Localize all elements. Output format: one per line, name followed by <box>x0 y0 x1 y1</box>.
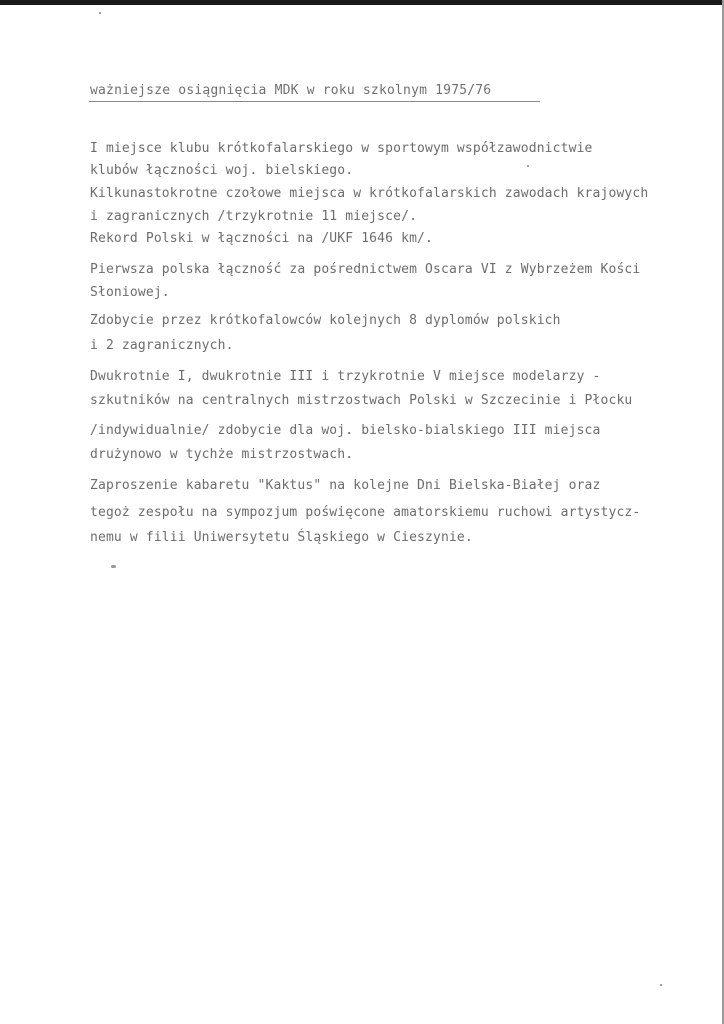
ink-speck <box>527 165 529 167</box>
text-line: klubów łączności woj. bielskiego. <box>90 163 354 178</box>
text-line: Rekord Polski w łączności na /UKF 1646 km/. <box>90 231 433 246</box>
text-line: nemu w filii Uniwersytetu Śląskiego w Cieszynie. <box>90 530 473 545</box>
text-line: drużynowo w tychże mistrzostwach. <box>90 447 354 462</box>
text-line: Kilkunastokrotne czołowe miejsca w krótkofalarskich zawodach krajowych <box>90 186 649 201</box>
text-line: I miejsce klubu krótkofalarskiego w sportowym współzawodnictwie <box>90 141 593 156</box>
text-line: szkutników na centralnych mistrzostwach Polski w Szczecinie i Płocku <box>90 393 633 408</box>
text-line: tegoż zespołu na sympozjum poświęcone amatorskiemu ruchowi artystycz- <box>90 505 641 520</box>
text-line: /indywidualnie/ zdobycie dla woj. bielsko-bialskiego III miejsca <box>90 423 601 438</box>
text-line: Zaproszenie kabaretu "Kaktus" na kolejne Dni Bielska-Białej oraz <box>90 478 601 493</box>
text-line: i 2 zagranicznych. <box>90 338 234 353</box>
ink-speck <box>660 984 662 986</box>
title-underline <box>89 101 540 102</box>
text-line: Zdobycie przez krótkofalowców kolejnych 8 dyplomów polskich <box>90 313 561 328</box>
ink-speck <box>99 12 101 14</box>
document-title: ważniejsze osiągnięcia MDK w roku szkolnym 1975/76 <box>90 83 492 98</box>
text-line: Pierwsza polska łączność za pośrednictwem Oscara VI z Wybrzeżem Kości <box>90 262 641 277</box>
text-line: i zagranicznych /trzykrotnie 11 miejsce/. <box>90 209 418 224</box>
text-line: Dwukrotnie I, dwukrotnie III i trzykrotnie V miejsce modelarzy - <box>90 369 601 384</box>
scan-top-edge <box>0 0 724 5</box>
ink-speck <box>111 565 116 568</box>
text-line: Słoniowej. <box>90 285 170 300</box>
